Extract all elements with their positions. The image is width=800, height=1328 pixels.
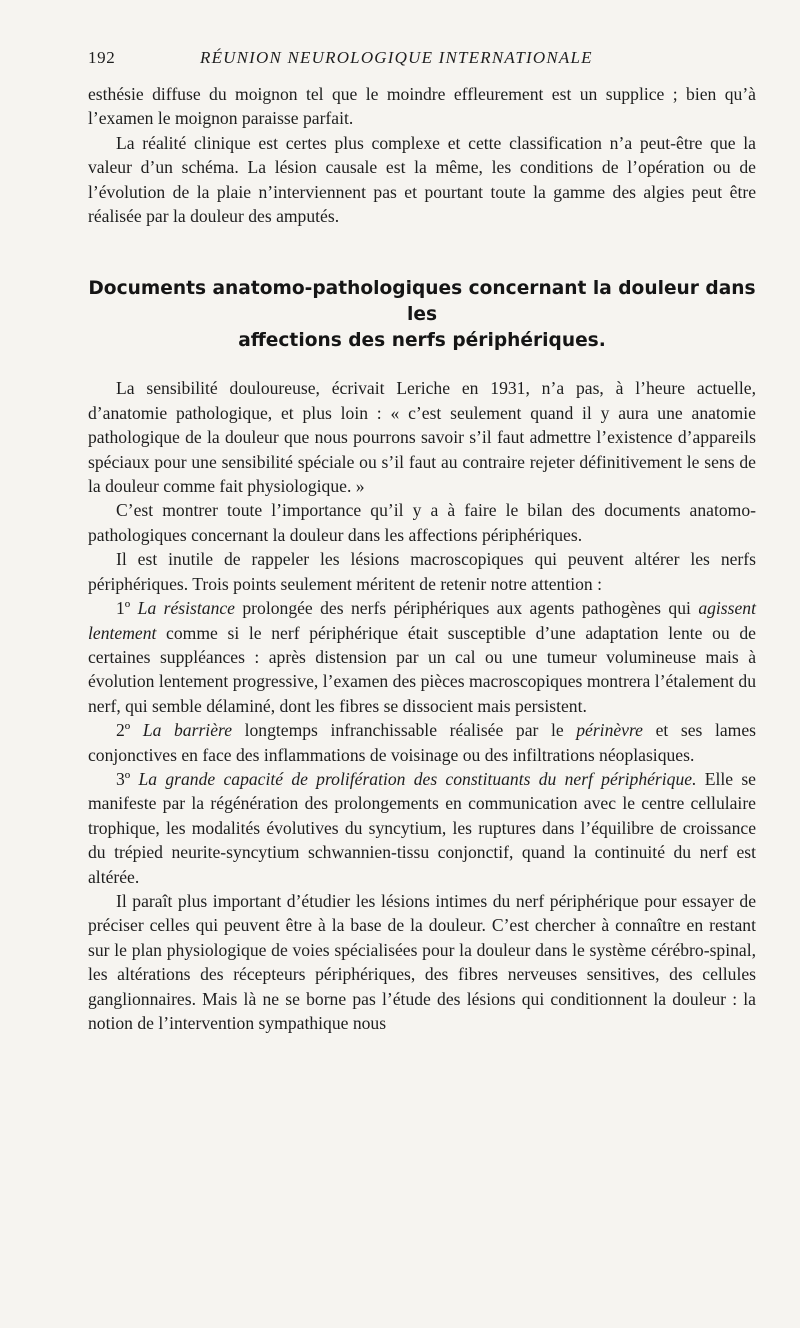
page-number: 192 [88, 48, 116, 67]
point-2-emphasis-barrier: La barrière [142, 720, 233, 741]
point-1-emphasis-slow: agissent lentement [88, 598, 756, 643]
paragraph-three-points: Il est inutile de rappeler les lésions macroscopiques qui peuvent altérer les nerfs périphériques. Trois points seulement méritent de retenir notre attention : [88, 549, 756, 594]
running-title: RÉUNION NEUROLOGIQUE INTERNATIONALE [200, 48, 593, 67]
paragraph-point-2 [88, 718, 756, 767]
point-2-text-a: longtemps infranchissable réalisée par le [232, 720, 577, 741]
paragraph-clinical-reality: La réalité clinique est certes plus complexe et cette classification n’a peut-être que la valeur d’un schéma. La lésion causale est la même, les conditions de l’opération ou de l’évolution de la plaie n’interviennent pas et pourtant toute la gamme des algies peut être réalisée par la douleur des amputés. [88, 132, 756, 227]
section-title-line-2: affections des nerfs périphériques. [238, 330, 606, 352]
point-2-number: 2º [116, 720, 143, 741]
point-1-text-a: prolongée des nerfs périphériques aux agents pathogènes qui [234, 598, 699, 619]
point-1-emphasis-resistance: La résistance [137, 598, 235, 619]
point-3-emphasis-capacity: La grande capacité de prolifération des constituants du nerf périphérique. [138, 768, 697, 789]
section-title-line-1: Documents anatomo-pathologiques concernant la douleur dans les [88, 278, 756, 326]
paragraph-point-3 [88, 767, 756, 889]
paragraph-leriche-quote: La sensibilité douloureuse, écrivait Leriche en 1931, n’a pas, à l’heure actuelle, d’anatomie pathologique, et plus loin : « c’est seulement quand il y aura une anatomie pathologique de la douleur que nous pourrons savoir s’il faut admettre l’existence d’appareils spéciaux pour une sensibilité spéciale ou s’il faut au contraire rejeter définitivement le sens de la douleur comme fait physiologique. » [88, 378, 756, 497]
point-2-emphasis-perinevre: périnèvre [576, 720, 643, 741]
point-2-text-b: et ses lames conjonctives en face des inflammations de voisinage ou des infiltrations néoplasiques. [88, 720, 757, 765]
paragraph-point-1 [88, 596, 756, 718]
book-page [88, 48, 756, 1035]
point-1-number: 1º [116, 598, 138, 619]
point-3-number: 3º [116, 768, 139, 789]
point-1-text-b: comme si le nerf périphérique était susceptible d’une adaptation lente ou de certaines suppléances : après distension par un cal ou une tumeur volumineuse mais à évolution lentement progressive, l’examen des pièces macroscopiques montrera l’étalement du nerf, qui semble délaminé, dont les fibres se dissocient mais persistent. [88, 622, 756, 716]
paragraph-continued: esthésie diffuse du moignon tel que le moindre effleurement est un supplice ; bien qu’à l’examen le moignon paraisse parfait. [88, 84, 756, 129]
point-3-text: Elle se manifeste par la régénération des prolongements en communication avec le centre cellulaire trophique, les modalités évolutives du syncytium, les ruptures dans l’équilibre de croissance du trépied neurite-syncytium schwannien-tissu conjonctif, quand la continuité du nerf est altérée. [88, 768, 756, 887]
section-title [88, 276, 756, 354]
paragraph-importance: C’est montrer toute l’importance qu’il y a à faire le bilan des documents anatomo-pathologiques concernant la douleur dans les affections périphériques. [88, 500, 756, 545]
paragraph-intimate-lesions: Il paraît plus important d’étudier les lésions intimes du nerf périphérique pour essayer de préciser celles qui peuvent être à la base de la douleur. C’est chercher à connaître en restant sur le plan physiologique de voies spécialisées pour la douleur dans le système cérébro-spinal, les altérations des récepteurs périphériques, des fibres nerveuses sensitives, des cellules ganglionnaires. Mais là ne se borne pas l’étude des lésions qui conditionnent la douleur : la notion de l’intervention sympathique nous [88, 890, 756, 1033]
running-header [88, 48, 756, 82]
